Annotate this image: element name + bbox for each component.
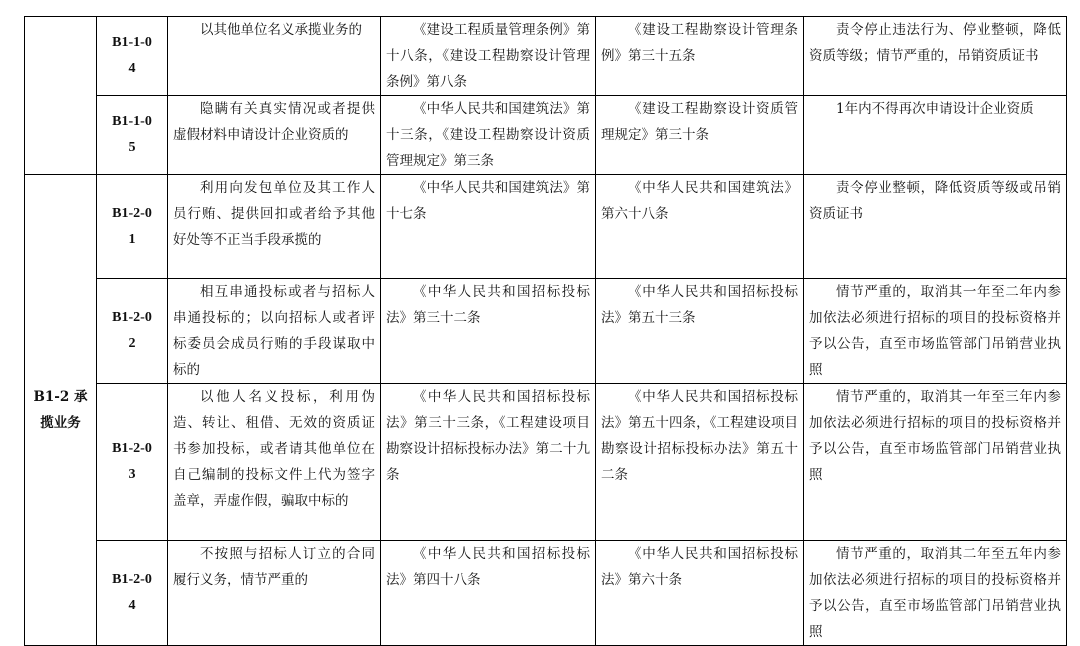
penalty-measure: 情节严重的，取消其一年至三年内参加依法必须进行招标的项目的投标资格并予以公告，直至市场监管部门吊销营业执照 (804, 384, 1067, 541)
item-code: B1-1-0 4 (97, 17, 168, 96)
item-code: B1-2-0 4 (97, 541, 168, 646)
violation-description: 以他人名义投标，利用伪造、转让、租借、无效的资质证书参加投标，或者请其他单位在自己编制的投标文件上代为签字盖章，弄虚作假，骗取中标的 (168, 384, 381, 541)
penalty-measure: 1年内不得再次申请设计企业资质 (804, 96, 1067, 175)
violation-description: 相互串通投标或者与招标人串通投标的；以向招标人或者评标委员会成员行贿的手段谋取中标的 (168, 279, 381, 384)
violation-description: 隐瞒有关真实情况或者提供虚假材料申请设计企业资质的 (168, 96, 381, 175)
item-code: B1-2-0 3 (97, 384, 168, 541)
violation-description: 利用向发包单位及其工作人员行贿、提供回扣或者给予其他好处等不正当手段承揽的 (168, 175, 381, 279)
table-row (25, 96, 1067, 175)
violation-description: 以其他单位名义承揽业务的 (168, 17, 381, 96)
table-row (25, 384, 1067, 541)
penalty-basis: 《建设工程勘察设计资质管理规定》第三十条 (596, 96, 804, 175)
legal-provision: 《中华人民共和国建筑法》第十七条 (381, 175, 596, 279)
table-row (25, 175, 1067, 279)
item-code: B1-2-0 2 (97, 279, 168, 384)
table-row (25, 541, 1067, 646)
table-row (25, 279, 1067, 384)
legal-provision: 《中华人民共和国招标投标法》第三十三条，《工程建设项目勘察设计招标投标办法》第二十九条 (381, 384, 596, 541)
penalty-measure: 责令停止违法行为、停业整顿，降低资质等级；情节严重的，吊销资质证书 (804, 17, 1067, 96)
penalty-measure: 情节严重的，取消其二年至五年内参加依法必须进行招标的项目的投标资格并予以公告，直至市场监管部门吊销营业执照 (804, 541, 1067, 646)
penalty-measure: 责令停业整顿，降低资质等级或吊销资质证书 (804, 175, 1067, 279)
item-code: B1-2-0 1 (97, 175, 168, 279)
violation-description: 不按照与招标人订立的合同履行义务，情节严重的 (168, 541, 381, 646)
penalty-measure: 情节严重的，取消其一年至二年内参加依法必须进行招标的项目的投标资格并予以公告，直至市场监管部门吊销营业执照 (804, 279, 1067, 384)
penalty-basis: 《中华人民共和国建筑法》第六十八条 (596, 175, 804, 279)
legal-provision: 《建设工程质量管理条例》第十八条，《建设工程勘察设计管理条例》第八条 (381, 17, 596, 96)
legal-provision: 《中华人民共和国招标投标法》第三十二条 (381, 279, 596, 384)
legal-provision: 《中华人民共和国招标投标法》第四十八条 (381, 541, 596, 646)
penalty-table (24, 16, 1067, 646)
penalty-basis: 《中华人民共和国招标投标法》第六十条 (596, 541, 804, 646)
category-cell-empty (25, 17, 97, 175)
legal-provision: 《中华人民共和国建筑法》第十三条，《建设工程勘察设计资质管理规定》第三条 (381, 96, 596, 175)
category-cell: B1-2 承 揽业务 (25, 175, 97, 646)
table-row (25, 17, 1067, 96)
penalty-basis: 《中华人民共和国招标投标法》第五十四条，《工程建设项目勘察设计招标投标办法》第五十二条 (596, 384, 804, 541)
item-code: B1-1-0 5 (97, 96, 168, 175)
penalty-basis: 《建设工程勘察设计管理条例》第三十五条 (596, 17, 804, 96)
penalty-basis: 《中华人民共和国招标投标法》第五十三条 (596, 279, 804, 384)
